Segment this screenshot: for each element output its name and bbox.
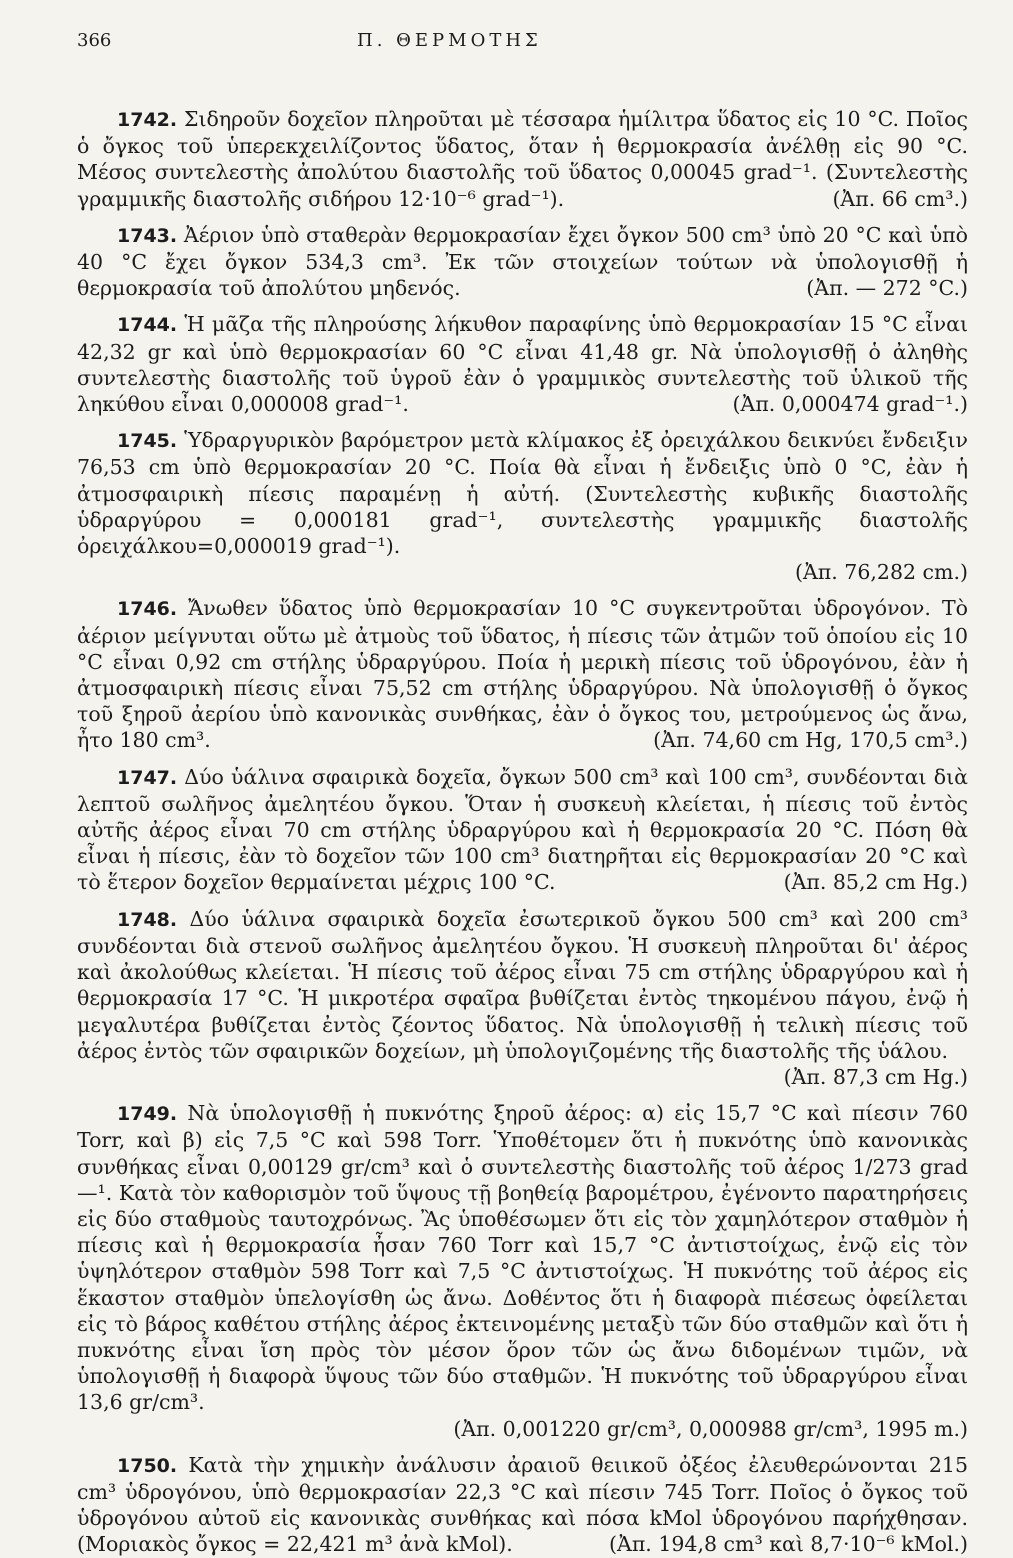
problem-text: Νὰ ὑπολογισθῇ ἡ πυκνότης ξηροῦ ἀέρος: α) εἰς 15,7 °C καὶ πίεσιν 760 Torr, καὶ β) εἰς 7,5 °C καὶ 598 Torr. Ὑποθέτομεν ὅτι ἡ πυκνότης ὑπὸ κανονικὰς συνθήκας εἶναι 0,00129 gr/cm³ καὶ ὁ συντελεστὴς διαστολῆς τοῦ ἀέρος 1/273 grad—¹. Κατὰ τὸν καθορισμὸν τοῦ ὕψους τῇ βοηθείᾳ βαρομέτρου, ἐγένοντο παρατηρήσεις εἰς δύο σταθμοὺς ταυτοχρόνως. Ἂς ὑποθέσωμεν ὅτι εἰς τὸν χαμηλότερον σταθμὸν ἡ πίεσις καὶ ἡ θερμοκρασία ἦσαν 760 Torr καὶ 15,7 °C ἀντιστοίχως, ἐνῷ εἰς τὸν ὑψηλότερον σταθμὸν 598 Torr καὶ 7,5 °C ἀντιστοίχως. Ἡ πυκνότης τοῦ ἀέρος εἰς ἕκαστον σταθμὸν ὑπελογίσθη ὡς ἄνω. Δοθέντος ὅτι ἡ διαφορὰ πιέσεως ὀφείλεται εἰς τὸ βάρος καθέτου στήλης ἀέρος ἐκτεινομένης μεταξὺ τῶν δύο σταθμῶν καὶ ὅτι ἡ πυκνότης εἶναι ἴση πρὸς τὸν μέσον ὅρον τῶν ὡς ἄνω διδομένων τιμῶν, νὰ ὑπολογισθῇ ἡ διαφορὰ ὕψους τῶν δύο σταθμῶν. Ἡ πυκνότης τοῦ ὑδραργύρου εἶναι 13,6 gr/cm³. (77, 1101, 968, 1415)
problem-text: Ἀέριον ὑπὸ σταθερὰν θερμοκρασίαν ἔχει ὄγκον 500 cm³ ὑπὸ 20 °C καὶ ὑπὸ 40 °C ἔχει ὄγκον 534,3 cm³. Ἐκ τῶν στοιχείων τούτων νὰ ὑπολογισθῇ ἡ θερμοκρασία τοῦ ἀπολύτου μηδενός. (77, 222, 968, 301)
problem-number: 1748. (117, 908, 178, 931)
problem-text: Δύο ὑάλινα σφαιρικὰ δοχεῖα ἐσωτερικοῦ ὄγκου 500 cm³ καὶ 200 cm³ συνδέονται διὰ στενοῦ σωλῆνος ἀμελητέου ὄγκου. Ἡ συσκευὴ πληροῦται δι' ἀέρος καὶ ἀκολούθως κλείεται. Ἡ πίεσις τοῦ ἀέρος εἶναι 75 cm στήλης ὑδραργύρου καὶ ἡ θερμοκρασία 17 °C. Ἡ μικροτέρα σφαῖρα βυθίζεται ἐντὸς τηκομένου πάγου, ἐνῷ ἡ μεγαλυτέρα βυθίζεται ἐντὸς ζέοντος ὕδατος. Νὰ ὑπολογισθῇ ἡ τελικὴ πίεσις τοῦ ἀέρος ἐντὸς τῶν σφαιρικῶν δοχείων, μὴ ὑπολογιζομένης τῆς διαστολῆς τῆς ὑάλου. (77, 906, 968, 1063)
problem-number: 1742. (117, 109, 178, 131)
problem-list (77, 106, 968, 1558)
problem-1747 (77, 764, 968, 896)
problem-1744 (77, 311, 968, 417)
problem-1746 (77, 595, 968, 753)
problem-1745 (77, 427, 968, 585)
problem-1743 (77, 222, 968, 302)
problem-text: Δύο ὑάλινα σφαιρικὰ δοχεῖα, ὄγκων 500 cm³ καὶ 100 cm³, συνδέονται διὰ λεπτοῦ σωλῆνος ἀμελητέου ὄγκου. Ὅταν ἡ συσκευὴ κλείεται, ἡ πίεσις τοῦ ἐντὸς αὐτῆς ἀέρος εἶναι 70 cm στήλης ὑδραργύρου καὶ ἡ θερμοκρασία 20 °C. Πόση θὰ εἶναι ἡ πίεσις, ἐὰν τὸ δοχεῖον τῶν 100 cm³ διατηρῆται εἰς θερμοκρασίαν 20 °C καὶ τὸ ἕτερον δοχεῖον θερμαίνεται μέχρις 100 °C. (77, 764, 968, 895)
page-number: 366 (77, 30, 112, 51)
problem-number: 1744. (117, 314, 178, 337)
problem-text: Σιδηροῦν δοχεῖον πληροῦται μὲ τέσσαρα ἡμίλιτρα ὕδατος εἰς 10 °C. Ποῖος ὁ ὄγκος τοῦ ὑπερεκχειλίζοντος ὕδατος, ὅταν ἡ θερμοκρασία ἀνέλθῃ εἰς 90 °C. Μέσος συντελεστὴς ἀπολύτου διαστολῆς τοῦ ὕδατος 0,00045 grad⁻¹. (Συντελεστὴς γραμμικῆς διαστολῆς σιδήρου 12·10⁻⁶ grad⁻¹). (77, 107, 968, 211)
problem-answer: (Ἀπ. 76,282 cm.) (795, 560, 968, 585)
problem-1742 (77, 106, 968, 212)
problem-number: 1746. (117, 598, 178, 621)
problem-answer: (Ἀπ. 0,001220 gr/cm³, 0,000988 gr/cm³, 1995 m.) (453, 1416, 968, 1441)
problem-1750 (77, 1452, 968, 1558)
problem-number: 1747. (117, 766, 178, 789)
problem-answer: (Ἀπ. 74,60 cm Hg, 170,5 cm³.) (653, 728, 968, 753)
problem-number: 1743. (117, 224, 178, 247)
problem-answer: (Ἀπ. 0,000474 grad⁻¹.) (732, 392, 968, 417)
problem-answer: (Ἀπ. — 272 °C.) (806, 276, 968, 301)
problem-answer: (Ἀπ. 194,8 cm³ καὶ 8,7·10⁻⁶ kMol.) (609, 1532, 968, 1557)
page-header (77, 30, 968, 66)
problem-number: 1750. (117, 1454, 178, 1477)
problem-answer: (Ἀπ. 87,3 cm Hg.) (783, 1064, 968, 1089)
problem-answer: (Ἀπ. 85,2 cm Hg.) (783, 870, 968, 895)
problem-number: 1749. (117, 1103, 178, 1126)
problem-1749 (77, 1100, 968, 1442)
problem-text: Ἄνωθεν ὕδατος ὑπὸ θερμοκρασίαν 10 °C συγκεντροῦται ὑδρογόνον. Τὸ ἀέριον μείγνυται οὕτω μὲ ἀτμοὺς τοῦ ὕδατος, ἡ πίεσις τῶν ἀτμῶν τοῦ ὁποίου εἰς 10 °C εἶναι 0,92 cm στήλης ὑδραργύρου. Ποία ἡ μερικὴ πίεσις τοῦ ὑδρογόνου, ἐὰν ἡ ἀτμοσφαιρικὴ πίεσις εἶναι 75,52 cm στήλης ὑδραργύρου. Νὰ ὑπολογισθῇ ὁ ὄγκος τοῦ ξηροῦ ἀερίου ὑπὸ κανονικὰς συνθήκας, ἐὰν ὁ ὄγκος του, μετρούμενος ὡς ἄνω, ἦτο 180 cm³. (77, 596, 968, 753)
problem-text: Κατὰ τὴν χημικὴν ἀνάλυσιν ἀραιοῦ θειικοῦ ὀξέος ἐλευθερώνονται 215 cm³ ὑδρογόνου, ὑπὸ θερμοκρασίαν 22,3 °C καὶ πίεσιν 745 Torr. Ποῖος ὁ ὄγκος τοῦ ὑδρογόνου αὐτοῦ εἰς κανονικὰς συνθήκας καὶ πόσα kMol ὑδρογόνου παρήχθησαν. (Μοριακὸς ὄγκος = 22,421 m³ ἀνὰ kMol). (77, 1452, 968, 1557)
running-title: Π. ΘΕΡΜΟΤΗΣ (357, 30, 542, 51)
problem-answer: (Ἀπ. 66 cm³.) (832, 186, 968, 211)
problem-1748 (77, 906, 968, 1090)
problem-text: Ὑδραργυρικὸν βαρόμετρον μετὰ κλίμακος ἐξ ὀρειχάλκου δεικνύει ἔνδειξιν 76,53 cm ὑπὸ θερμοκρασίαν 20 °C. Ποία θὰ εἶναι ἡ ἔνδειξις ὑπὸ 0 °C, ἐὰν ἡ ἀτμοσφαιρικὴ πίεσις παραμένῃ ἡ αὐτή. (Συντελεστὴς κυβικῆς διαστολῆς ὑδραργύρου = 0,000181 grad⁻¹, συντελεστὴς γραμμικῆς διαστολῆς ὀρειχάλκου=0,000019 grad⁻¹). (77, 428, 968, 559)
problem-text: Ἡ μᾶζα τῆς πληρούσης λήκυθον παραφίνης ὑπὸ θερμοκρασίαν 15 °C εἶναι 42,32 gr καὶ ὑπὸ θερμοκρασίαν 60 °C εἶναι 41,48 gr. Νὰ ὑπολογισθῇ ὁ ἀληθὴς συντελεστὴς διαστολῆς τοῦ ὑγροῦ ἐὰν ὁ γραμμικὸς συντελεστὴς τοῦ ὑλικοῦ τῆς ληκύθου εἶναι 0,000008 grad⁻¹. (77, 312, 968, 417)
problem-number: 1745. (117, 430, 178, 453)
